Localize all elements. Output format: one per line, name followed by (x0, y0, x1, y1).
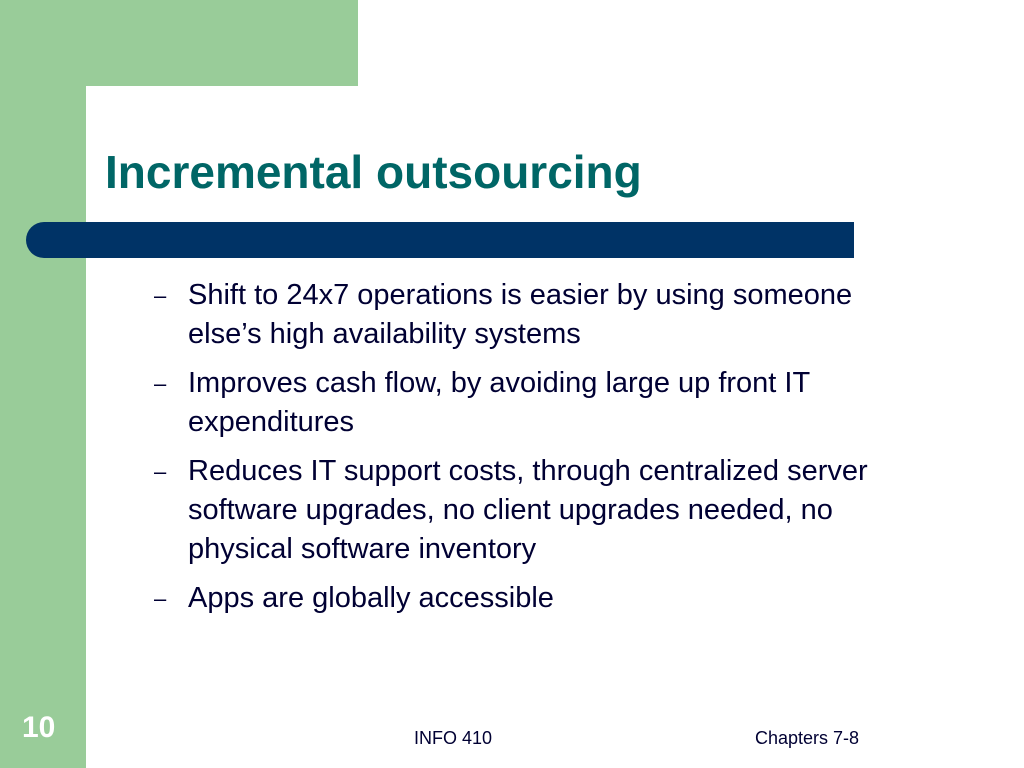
bullet-item (154, 579, 914, 618)
footer-course-label: INFO 410 (414, 728, 493, 748)
dash-bullet-icon: – (154, 371, 167, 396)
bullet-text: Improves cash flow, by avoiding large up front IT expenditures (188, 367, 810, 438)
slide-number: 10 (22, 711, 56, 744)
slide-title: Incremental outsourcing (105, 146, 642, 198)
title-underline-bar (26, 222, 854, 258)
bullet-text: Shift to 24x7 operations is easier by using someone else’s high availability systems (188, 279, 853, 350)
dash-bullet-icon: – (154, 283, 167, 308)
dash-bullet-icon: – (154, 586, 167, 611)
bullet-item (154, 276, 914, 354)
bullet-item (154, 364, 914, 442)
footer-chapters-label: Chapters 7-8 (755, 728, 860, 748)
bullet-list (154, 276, 914, 628)
bullet-text: Reduces IT support costs, through centralized server software upgrades, no client upgrades needed, no physical software inventory (188, 455, 868, 565)
bullet-item (154, 452, 914, 569)
green-background-left (0, 0, 86, 768)
dash-bullet-icon: – (154, 459, 167, 484)
bullet-text: Apps are globally accessible (188, 582, 554, 614)
